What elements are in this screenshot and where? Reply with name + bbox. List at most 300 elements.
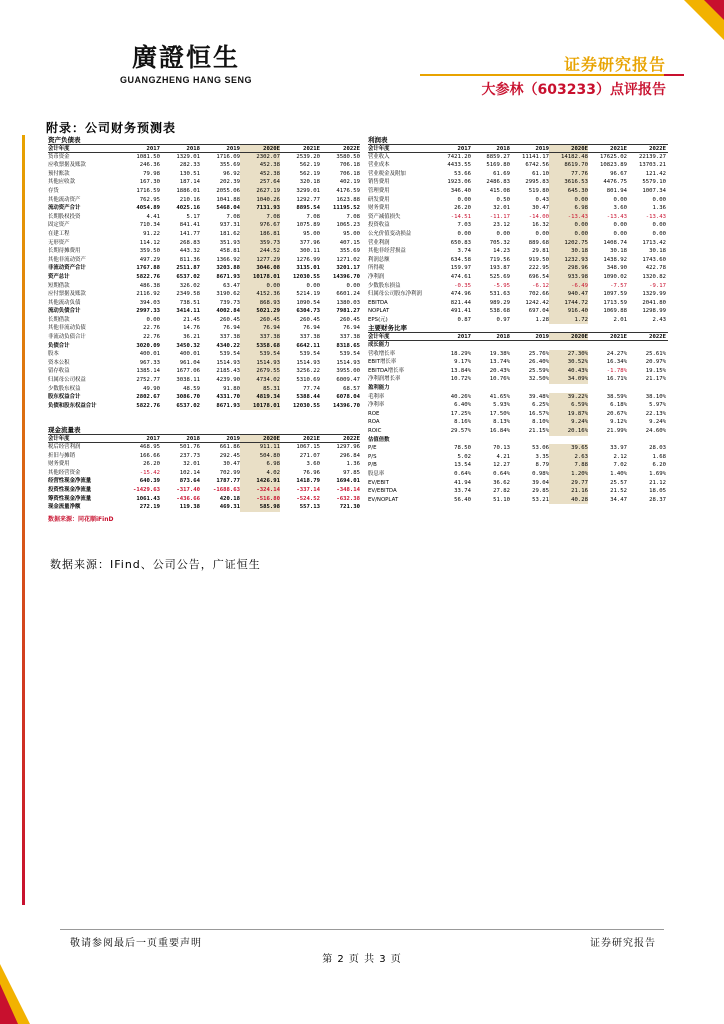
cell-value: 17.50% — [489, 410, 510, 417]
cell-value: 271.07 — [299, 452, 320, 459]
cell-value: 22.76 — [143, 325, 160, 332]
table-row — [48, 385, 360, 394]
cell-value: 2020E — [549, 333, 588, 340]
table-row — [368, 410, 668, 419]
row-label: 经营性现金净流量 — [48, 478, 92, 485]
table-row — [368, 307, 668, 316]
cell-value: 474.96 — [450, 291, 471, 298]
cell-value: 21.99% — [606, 428, 627, 434]
cell-value: 14396.70 — [333, 273, 360, 280]
row-label: 长期待摊费用 — [48, 248, 81, 255]
table-row — [368, 230, 668, 239]
cell-value: -14.51 — [450, 213, 471, 220]
cell-value: 2017 — [457, 146, 471, 152]
cell-value: 34.09% — [549, 375, 588, 384]
cell-value: 2021E — [303, 146, 320, 152]
table-row — [368, 273, 668, 282]
cell-value: 7131.93 — [240, 204, 280, 213]
table-row — [48, 402, 360, 411]
cell-value: 961.04 — [179, 359, 200, 366]
cell-value: 1277.29 — [240, 256, 280, 265]
cell-value: -9.17 — [649, 282, 666, 289]
cell-value: 2349.58 — [176, 291, 200, 298]
row-label: EBITDA增长率 — [368, 367, 404, 374]
cell-value: 51.10 — [493, 496, 510, 503]
cell-value: 298.96 — [549, 264, 588, 273]
cell-value: 989.29 — [489, 299, 510, 306]
cell-value: -6.49 — [549, 282, 588, 291]
cell-value: 21.17% — [645, 376, 666, 383]
cell-value: 531.63 — [489, 291, 510, 298]
cell-value: 28.37 — [649, 496, 666, 503]
cell-value: -436.66 — [176, 495, 200, 502]
cell-value: 326.02 — [179, 282, 200, 289]
cell-value: 1514.93 — [216, 359, 240, 366]
cell-value: 762.95 — [139, 196, 160, 203]
cell-value: 1743.60 — [642, 256, 666, 263]
cell-value: 919.50 — [528, 256, 549, 263]
row-label: 会计年度 — [48, 436, 70, 442]
row-label: 利润总额 — [368, 256, 390, 263]
row-label: 应收票据及账款 — [48, 162, 86, 169]
cell-value: 394.03 — [139, 299, 160, 306]
cell-value: 13.54 — [454, 462, 471, 469]
table-row — [368, 479, 668, 488]
cell-value: 705.32 — [489, 239, 510, 246]
cell-value: 868.93 — [240, 299, 280, 308]
cell-value: 20.43% — [489, 367, 510, 374]
cell-value: 40.26% — [450, 393, 471, 400]
row-label: 研发费用 — [368, 196, 390, 203]
row-label: 归属母公司权益 — [48, 377, 86, 384]
cell-value: 0.64% — [493, 470, 510, 477]
cell-value: 1292.77 — [296, 196, 320, 203]
cell-value: 68.57 — [343, 385, 360, 392]
cell-value: 458.81 — [219, 248, 240, 255]
report-subtitle: 大参林（603233）点评报告 — [481, 82, 666, 98]
logo-english-text: GUANGZHENG HANG SENG — [120, 75, 253, 85]
cell-value: 16.34% — [606, 359, 627, 366]
cell-value: 8.79 — [535, 462, 549, 469]
cell-value: 70.13 — [493, 445, 510, 452]
row-label: 在建工程 — [48, 230, 70, 237]
table-row — [368, 367, 668, 376]
cell-value: 8671.93 — [216, 273, 240, 280]
cell-value: 738.51 — [179, 299, 200, 306]
cell-value: 1.69% — [649, 470, 666, 477]
cell-value: 916.40 — [549, 307, 588, 316]
cell-value: 20.67% — [606, 410, 627, 417]
cell-value: 933.98 — [549, 273, 588, 282]
cell-value: 32.50% — [528, 376, 549, 383]
cell-value: 96.92 — [223, 170, 240, 177]
cell-value: 400.01 — [139, 351, 160, 358]
cell-value: 19.38% — [489, 350, 510, 357]
cell-value: 1418.79 — [296, 478, 320, 485]
cell-value: 2802.67 — [136, 394, 160, 401]
cell-value: 2055.06 — [216, 187, 240, 194]
cell-value: 3046.08 — [240, 264, 280, 273]
footer-rule — [60, 929, 664, 930]
cell-value: 85.31 — [240, 385, 280, 394]
cell-value: 1380.03 — [336, 299, 360, 306]
cell-value: 2021E — [610, 334, 627, 341]
cell-value: 1069.88 — [603, 308, 627, 315]
table-row — [48, 393, 360, 402]
row-label: 折旧与摊销 — [48, 452, 75, 459]
cell-value: 1041.88 — [216, 196, 240, 203]
table-row — [368, 316, 668, 325]
cell-value: 337.38 — [299, 334, 320, 341]
cell-value: 76.94 — [240, 324, 280, 333]
cell-value: 1713.42 — [642, 239, 666, 246]
cell-value: 5388.44 — [296, 394, 320, 401]
cell-value: 121.42 — [645, 170, 666, 177]
cell-value: 6078.04 — [336, 394, 360, 401]
cell-value: 539.54 — [339, 351, 360, 358]
cell-value: 3450.32 — [176, 342, 200, 349]
cell-value: 8.16% — [454, 419, 471, 426]
cell-value: 821.44 — [450, 299, 471, 306]
cell-value: 53.21 — [532, 496, 549, 503]
cell-value: 56.40 — [454, 496, 471, 503]
cell-value: 114.12 — [139, 239, 160, 246]
table-row — [48, 495, 360, 504]
cell-value: 486.38 — [139, 282, 160, 289]
row-label: 现金流量净额 — [48, 504, 81, 511]
cell-value: 0.43 — [535, 196, 549, 203]
cell-value: 2019 — [535, 334, 549, 341]
cell-value: 22.13% — [645, 410, 666, 417]
cell-value: 4152.36 — [240, 290, 280, 299]
cell-value: 10178.01 — [240, 402, 280, 411]
cell-value: 24.60% — [645, 428, 666, 434]
cell-value: 16.71% — [606, 376, 627, 383]
cell-value: 14.23 — [493, 248, 510, 255]
row-label: 资产减值损失 — [368, 213, 401, 220]
cell-value: 967.33 — [139, 359, 160, 366]
cell-value: 17625.02 — [600, 153, 627, 160]
row-label: 预付账款 — [48, 170, 70, 177]
cell-value: 1067.15 — [296, 444, 320, 450]
cell-value: 18.05 — [649, 488, 666, 495]
table-row — [48, 230, 360, 239]
cell-value: 739.73 — [219, 299, 240, 306]
cell-value: 13.74% — [489, 359, 510, 366]
cell-value: 27.30% — [549, 350, 588, 359]
cell-value: -13.43 — [549, 213, 588, 222]
cell-value: 5214.19 — [296, 291, 320, 298]
cell-value: 702.66 — [528, 291, 549, 298]
balance-sheet-title: 资产负债表 — [48, 136, 81, 144]
source-note: 数据来源：IFind、公司公告，广证恒生 — [50, 558, 261, 571]
ratios-title: 主要财务比率 — [368, 324, 407, 333]
cell-value: 1716.09 — [216, 153, 240, 160]
cell-value: 1694.01 — [336, 478, 360, 485]
cell-value: 30.47 — [223, 461, 240, 468]
cell-value: 4.41 — [146, 213, 160, 220]
table-row — [368, 418, 668, 427]
table-row — [368, 247, 668, 256]
cell-value: 1202.75 — [549, 239, 588, 248]
table-row — [368, 470, 668, 479]
row-label: 会计年度 — [48, 146, 70, 152]
cell-value: 519.80 — [528, 187, 549, 194]
row-label: 营业收入 — [368, 153, 390, 160]
table-row — [48, 161, 360, 170]
cell-value: 4.02 — [240, 469, 280, 478]
cell-value: 501.76 — [179, 444, 200, 450]
cell-value: 7.08 — [346, 213, 360, 220]
table-row — [368, 496, 668, 505]
row-label: 股息率 — [368, 470, 385, 477]
cell-value: 12.27 — [493, 462, 510, 469]
row-label: 非流动负债合计 — [48, 334, 86, 341]
cell-value: 260.45 — [299, 316, 320, 323]
cell-value: 4340.22 — [216, 342, 240, 349]
cash-flow-title: 现金流量表 — [48, 426, 81, 435]
cell-value: 351.93 — [219, 239, 240, 246]
cell-value: 4476.75 — [603, 179, 627, 186]
row-label: 净利润增长率 — [368, 376, 401, 383]
cell-value: 38.59% — [606, 393, 627, 400]
row-label: ROA — [368, 419, 380, 426]
cell-value: 1065.23 — [336, 222, 360, 229]
row-label: 流动资产合计 — [48, 205, 81, 212]
cell-value: 4819.34 — [240, 393, 280, 402]
cell-value: 244.52 — [240, 247, 280, 256]
cell-value: 14396.70 — [333, 402, 360, 409]
cell-value: 79.98 — [143, 170, 160, 177]
cell-value: 4.21 — [496, 453, 510, 460]
cell-value: 5169.80 — [486, 162, 510, 169]
cell-value: 0.00 — [613, 230, 627, 237]
cell-value: 3.60 — [306, 461, 320, 468]
cell-value: 29.85 — [532, 488, 549, 495]
cell-value: 491.41 — [450, 308, 471, 315]
cell-value: 181.62 — [219, 230, 240, 237]
cell-value: 130.51 — [179, 170, 200, 177]
cell-value: 4054.89 — [136, 205, 160, 212]
cell-value: 562.19 — [299, 162, 320, 169]
cell-value: -632.38 — [336, 495, 360, 502]
cell-value: 0.00 — [613, 196, 627, 203]
cell-value: 7.08 — [306, 213, 320, 220]
row-label: 净利率 — [368, 402, 385, 409]
cell-value: 1677.06 — [176, 368, 200, 375]
cell-value: 260.45 — [339, 316, 360, 323]
table-row — [368, 161, 668, 170]
footer-report-type: 证券研究报告 — [590, 938, 656, 949]
cell-value: 3256.22 — [296, 368, 320, 375]
row-label: 投资性现金净流量 — [48, 486, 92, 493]
cell-value: 0.00 — [346, 282, 360, 289]
cell-value: -13.43 — [606, 213, 627, 220]
row-label: 净利润 — [368, 273, 385, 280]
cell-value: 10823.89 — [600, 162, 627, 169]
table-row — [368, 239, 668, 248]
cell-value: 696.54 — [528, 273, 549, 280]
row-label: ROE — [368, 410, 380, 417]
cell-value: 497.29 — [139, 256, 160, 263]
cell-value: 18.29% — [450, 350, 471, 357]
cell-value: 141.77 — [179, 230, 200, 237]
cell-value: 7.08 — [226, 213, 240, 220]
cell-value: 346.40 — [450, 187, 471, 194]
cell-value: 721.30 — [339, 504, 360, 511]
cell-value: 706.18 — [339, 170, 360, 177]
cell-value: 17.25% — [450, 410, 471, 417]
cell-value: 1787.77 — [216, 478, 240, 485]
cell-value: 337.38 — [240, 333, 280, 342]
row-label: EBITDA — [368, 299, 388, 306]
cell-value: 8.10% — [532, 419, 549, 426]
table-row — [48, 239, 360, 248]
cell-value: 3414.11 — [176, 308, 200, 315]
cell-value: 697.04 — [528, 308, 549, 315]
cell-value: 7.03 — [457, 222, 471, 229]
cell-value: 10178.01 — [240, 273, 280, 282]
cell-value: -348.14 — [336, 486, 360, 493]
cell-value: 49.90 — [143, 385, 160, 392]
cell-value: 1.20% — [549, 470, 588, 479]
cell-value: 1276.99 — [296, 256, 320, 263]
cell-value: 33.97 — [610, 445, 627, 452]
table-row — [48, 247, 360, 256]
cell-value: 6.59% — [549, 401, 588, 410]
row-label: 无形资产 — [48, 239, 70, 246]
cell-value: 702.99 — [219, 469, 240, 476]
cell-value: 159.97 — [450, 265, 471, 272]
cell-value: 16.84% — [489, 428, 510, 434]
table-row — [48, 443, 360, 452]
cell-value: 21.12 — [649, 479, 666, 486]
cell-value: 0.50 — [496, 196, 510, 203]
table-header-row — [48, 144, 360, 153]
cell-value: 40.28 — [549, 496, 588, 505]
table-header-row — [368, 332, 668, 341]
cell-value: 6.20 — [652, 462, 666, 469]
cell-value: 420.18 — [219, 495, 240, 502]
cell-value: 2019 — [535, 146, 549, 152]
cell-value: 940.47 — [549, 290, 588, 299]
cell-value: 41.65% — [489, 393, 510, 400]
cell-value: 3135.01 — [296, 265, 320, 272]
cell-value: 25.59% — [528, 367, 549, 374]
cell-value: 2511.87 — [176, 265, 200, 272]
cell-value: 1.36 — [346, 461, 360, 468]
cell-value: 186.81 — [240, 230, 280, 239]
table-row — [48, 350, 360, 359]
table-row — [48, 273, 360, 282]
cell-value: 1426.91 — [240, 477, 280, 486]
cell-value: 3201.17 — [336, 265, 360, 272]
cell-value: 91.80 — [223, 385, 240, 392]
ratio-group-title — [368, 436, 668, 445]
cell-value: 26.20 — [143, 461, 160, 468]
cell-value: 402.19 — [339, 179, 360, 186]
cell-value: 355.69 — [219, 162, 240, 169]
cell-value: 2017 — [146, 146, 160, 152]
cell-value: 525.69 — [489, 273, 510, 280]
cell-value: -13.43 — [645, 213, 666, 220]
row-label: 其他流动资产 — [48, 196, 81, 203]
cell-value: 0.00 — [652, 222, 666, 229]
cell-value: 97.85 — [343, 469, 360, 476]
cell-value: 3616.53 — [549, 178, 588, 187]
table-row — [368, 427, 668, 436]
cell-value: 1329.99 — [642, 291, 666, 298]
left-column — [48, 136, 360, 523]
table-row — [48, 282, 360, 291]
cell-value: 6.98 — [549, 204, 588, 213]
cell-value: 30.47 — [532, 205, 549, 212]
cell-value: 7.88 — [549, 461, 588, 470]
table-row — [48, 359, 360, 368]
row-label: EV/NOPLAT — [368, 496, 399, 503]
cell-value: 5.93% — [493, 402, 510, 409]
row-label: NOPLAT — [368, 308, 390, 315]
cell-value: 4433.55 — [447, 162, 471, 169]
table-row — [48, 196, 360, 205]
cell-value: 0.98% — [532, 470, 549, 477]
cell-value: 710.34 — [139, 222, 160, 229]
cell-value: 2627.19 — [240, 187, 280, 196]
cell-value: 95.00 — [343, 230, 360, 237]
cell-value: 166.66 — [139, 452, 160, 459]
cell-value: 1232.93 — [549, 256, 588, 265]
cell-value: 719.56 — [489, 256, 510, 263]
table-row — [48, 264, 360, 273]
table-row — [48, 477, 360, 486]
cell-value: 889.68 — [528, 239, 549, 246]
row-label: 应付票据及账款 — [48, 291, 86, 298]
row-label: 所得税 — [368, 265, 385, 272]
cell-value: 34.47 — [610, 496, 627, 503]
cell-value: 400.01 — [179, 351, 200, 358]
cell-value: 0.00 — [457, 196, 471, 203]
cell-value: 33.74 — [454, 488, 471, 495]
cell-value: 24.27% — [606, 350, 627, 357]
cell-value: 260.45 — [240, 316, 280, 325]
cell-value: 873.64 — [179, 478, 200, 485]
row-label: 营收增长率 — [368, 350, 395, 357]
cell-value: 296.84 — [339, 452, 360, 459]
row-label: 毛利率 — [368, 393, 385, 400]
row-label: 销售费用 — [368, 179, 390, 186]
table-row — [368, 282, 668, 291]
cell-value: 2020E — [240, 435, 280, 442]
cell-value: 10.76% — [489, 376, 510, 383]
cell-value: 585.98 — [240, 503, 280, 512]
cell-value: 16.32 — [532, 222, 549, 229]
row-label: 其他非经营损益 — [368, 248, 406, 255]
cell-value: 8671.93 — [216, 402, 240, 409]
row-label: 会计年度 — [368, 146, 390, 152]
row-label: 管理费用 — [368, 187, 390, 194]
cell-value: 0.00 — [535, 230, 549, 237]
cell-value: 9.12% — [610, 419, 627, 426]
cell-value: 2021E — [303, 436, 320, 443]
table-row — [368, 358, 668, 367]
cell-value: 300.11 — [299, 248, 320, 255]
cell-value: 23.12 — [493, 222, 510, 229]
table-row — [48, 376, 360, 385]
cell-value: 20.16% — [549, 427, 588, 436]
cell-value: 6.40% — [454, 402, 471, 409]
cell-value: 4002.84 — [216, 308, 240, 315]
cell-value: 0.00 — [549, 230, 588, 239]
